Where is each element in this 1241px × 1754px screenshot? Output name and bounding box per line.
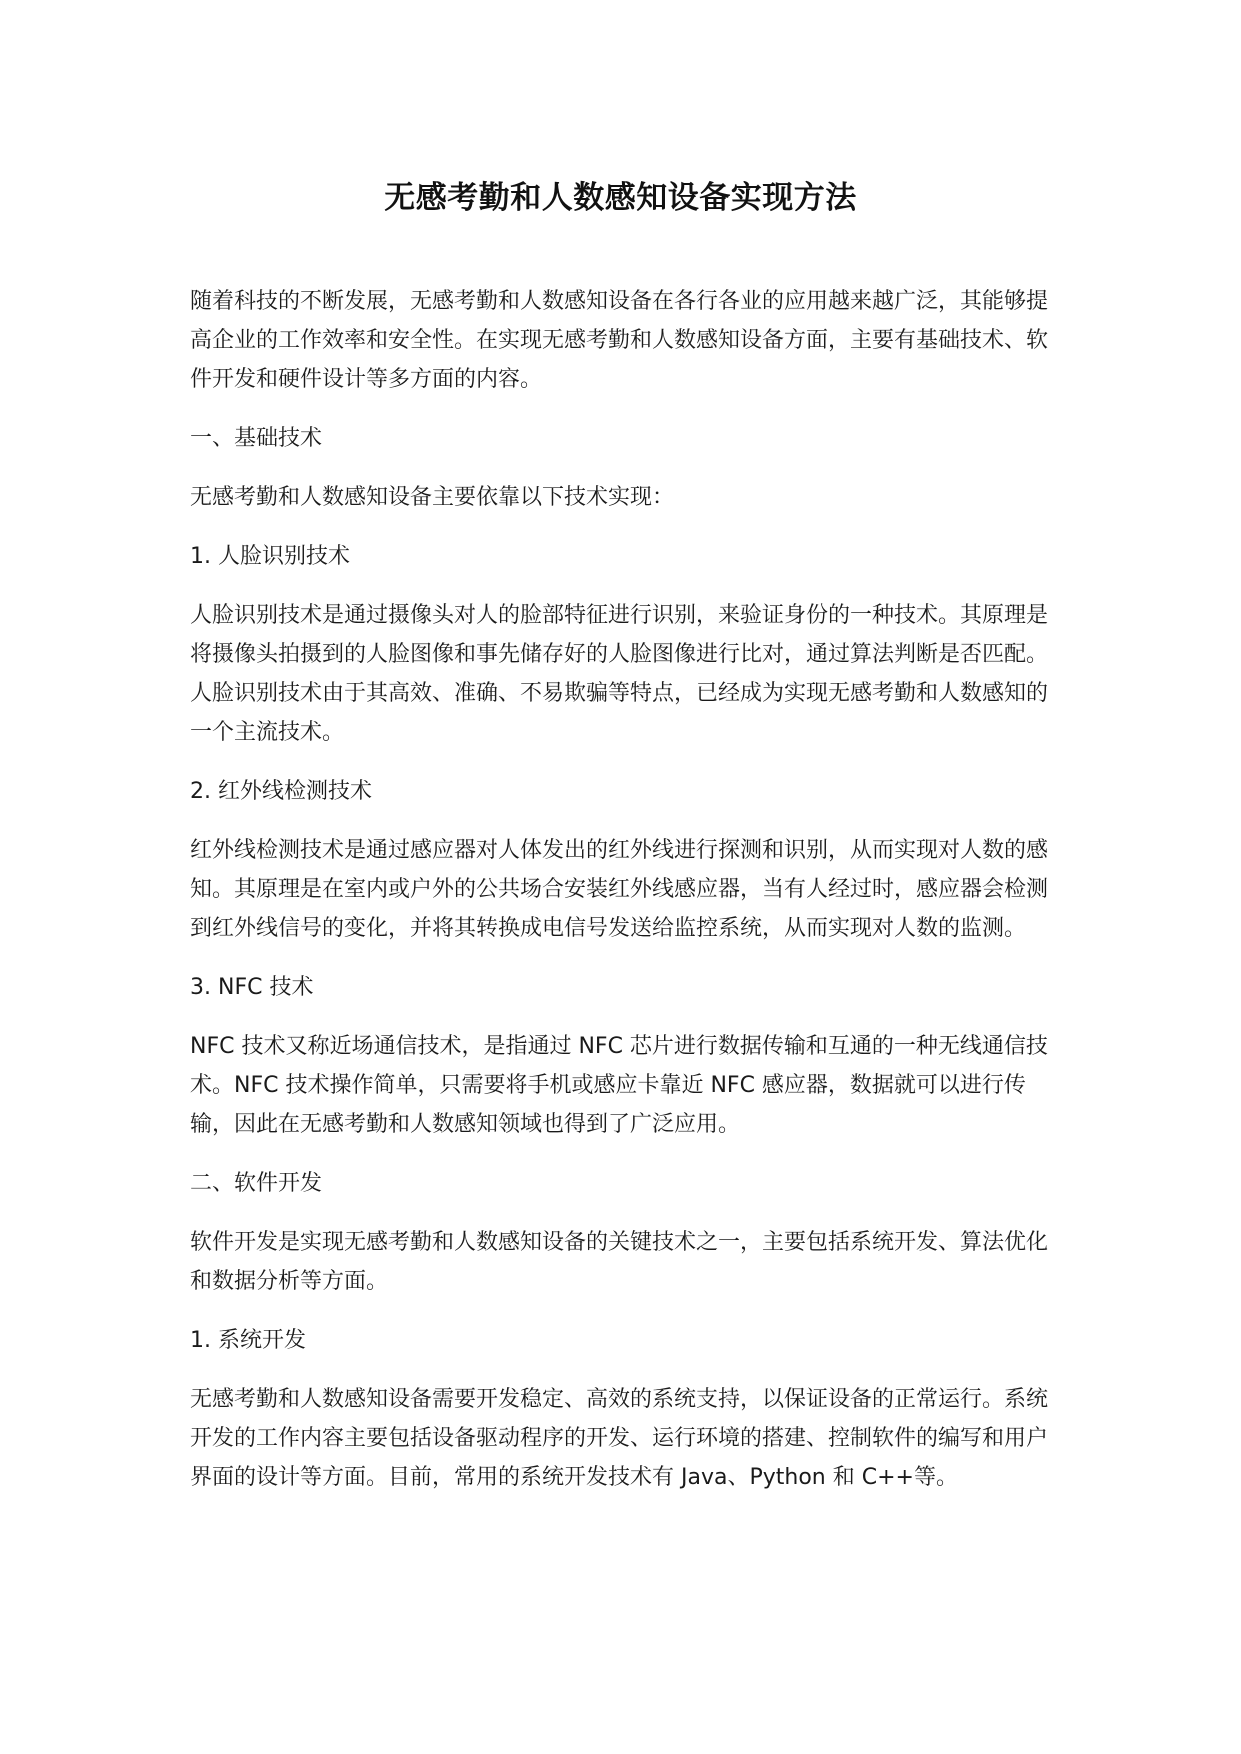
face-recognition-paragraph: 人脸识别技术是通过摄像头对人的脸部特征进行识别，来验证身份的一种技术。其原理是将摄像头拍摄到的人脸图像和事先储存好的人脸图像进行比对，通过算法判断是否匹配。人脸识别技术由于其高效、准确、不易欺骗等特点，已经成为实现无感考勤和人数感知的一个主流技术。 <box>190 603 1049 745</box>
section-heading-software: 二、软件开发 <box>190 1171 323 1196</box>
intro-paragraph: 随着科技的不断发展，无感考勤和人数感知设备在各行各业的应用越来越广泛，其能够提高企业的工作效率和安全性。在实现无感考勤和人数感知设备方面，主要有基础技术、软件开发和硬件设计等多方面的内容。 <box>190 289 1049 392</box>
document-title: 无感考勤和人数感知设备实现方法 <box>384 180 857 216</box>
nfc-paragraph: NFC 技术又称近场通信技术，是指通过 NFC 芯片进行数据传输和互通的一种无线通信技术。NFC 技术操作简单，只需要将手机或感应卡靠近 NFC 感应器，数据就可以进行传输，因此在无感考勤和人数感知领域也得到了广泛应用。 <box>190 1034 1048 1137</box>
infrared-paragraph: 红外线检测技术是通过感应器对人体发出的红外线进行探测和识别，从而实现对人数的感知。其原理是在室内或户外的公共场合安装红外线感应器，当有人经过时，感应器会检测到红外线信号的变化，并将其转换成电信号发送给监控系统，从而实现对人数的监测。 <box>190 838 1049 941</box>
section-heading-basic-tech: 一、基础技术 <box>190 426 323 451</box>
subheading-system-dev: 1. 系统开发 <box>190 1328 306 1353</box>
document-body <box>190 282 1052 1517</box>
software-intro-paragraph: 软件开发是实现无感考勤和人数感知设备的关键技术之一，主要包括系统开发、算法优化和数据分析等方面。 <box>190 1230 1049 1294</box>
system-dev-paragraph: 无感考勤和人数感知设备需要开发稳定、高效的系统支持，以保证设备的正常运行。系统开发的工作内容主要包括设备驱动程序的开发、运行环境的搭建、控制软件的编写和用户界面的设计等方面。目前，常用的系统开发技术有 Java、Python 和 C++等。 <box>190 1387 1049 1490</box>
subheading-face-recognition: 1. 人脸识别技术 <box>190 544 350 569</box>
subheading-infrared: 2. 红外线检测技术 <box>190 779 372 804</box>
basic-tech-intro: 无感考勤和人数感知设备主要依靠以下技术实现： <box>190 485 675 510</box>
subheading-nfc: 3. NFC 技术 <box>190 975 314 1000</box>
